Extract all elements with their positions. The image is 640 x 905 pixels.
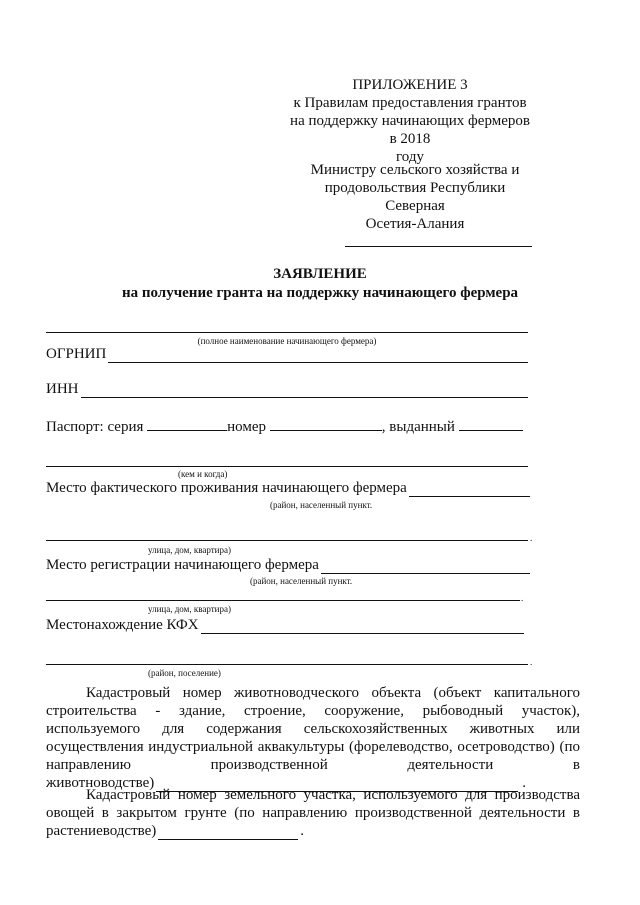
document-title: ЗАЯВЛЕНИЕ [273, 266, 367, 282]
livestock-cadastral-paragraph [46, 684, 580, 792]
passport-row [46, 416, 536, 436]
kfh-hint: (район, поселение) [148, 668, 221, 678]
residence-label: Место фактического проживания начинающего фермера [46, 480, 407, 496]
residence-row [46, 479, 530, 497]
livestock-line-4: осуществления индустриальной аквакультуры (форелеводство, осетроводство) (по [46, 739, 580, 755]
passport-issued-label: , выданный [381, 419, 455, 435]
registration-end-dot: . [521, 593, 524, 603]
addressee-line-1: Министру сельского хозяйства и [310, 162, 520, 178]
livestock-line-5: направлению производственной деятельности в [46, 757, 580, 773]
passport-number-label: номер [227, 419, 267, 435]
livestock-end-dot: . [522, 775, 527, 791]
land-line-3 [46, 822, 580, 840]
livestock-line-2: строительства - здание, строение, сооружение, рыбоводный участок), [46, 703, 580, 719]
ogrnip-row [46, 345, 528, 363]
registration-row [46, 556, 530, 574]
appendix-heading [290, 76, 530, 166]
rules-line-1: к Правилам предоставления грантов [293, 95, 527, 111]
inn-label: ИНН [46, 381, 79, 397]
registration-hint-2: улица, дом, квартира) [148, 604, 231, 614]
land-cadastral-paragraph [46, 786, 580, 840]
appendix-number: ПРИЛОЖЕНИЕ 3 [352, 77, 468, 93]
addressee-line-3: Осетия-Алания [365, 216, 465, 232]
land-line-1: Кадастровый номер земельного участка, используемого для производства [86, 787, 580, 803]
full-name-field[interactable] [46, 332, 528, 333]
kfh-field[interactable] [201, 619, 524, 634]
addressee-signature-line [345, 246, 532, 247]
full-name-hint: (полное наименование начинающего фермера) [197, 336, 377, 346]
ogrnip-field[interactable] [108, 348, 528, 363]
passport-number-field[interactable] [270, 416, 382, 431]
addressee-line-2: продовольствия Республики Северная [324, 180, 506, 214]
ogrnip-label: ОГРНИП [46, 346, 107, 362]
kfh-label: Местонахождение КФХ [46, 617, 199, 633]
kfh-row [46, 616, 524, 634]
registration-field[interactable] [321, 559, 530, 574]
livestock-line-6-text: животноводстве) [46, 775, 155, 791]
livestock-line-1: Кадастровый номер животноводческого объекта (объект капитального [86, 685, 580, 701]
residence-hint-2: улица, дом, квартира) [148, 545, 231, 555]
rules-line-3: году [396, 149, 424, 165]
kfh-end-dot: . [530, 657, 533, 667]
residence-end-dot: . [530, 533, 533, 543]
document-subtitle: на получение гранта на поддержку начинающего фермера [121, 285, 519, 301]
kfh-field-2[interactable] [46, 664, 528, 665]
residence-field[interactable] [409, 482, 530, 497]
livestock-line-3: используемого для содержания сельскохозяйственных животных или [46, 721, 580, 737]
land-line-3-text: растениеводстве) [46, 823, 157, 839]
land-end-dot: . [300, 823, 305, 839]
passport-issued-field[interactable] [459, 416, 523, 431]
issued-by-hint: (кем и когда) [178, 469, 228, 479]
residence-hint-1: (район, населенный пункт. [270, 500, 373, 510]
residence-field-2[interactable] [46, 540, 528, 541]
registration-field-2[interactable] [46, 600, 520, 601]
registration-hint-1: (район, населенный пункт. [250, 576, 353, 586]
issued-by-field[interactable] [46, 466, 528, 467]
inn-field[interactable] [81, 383, 529, 398]
registration-label: Место регистрации начинающего фермера [46, 557, 319, 573]
passport-series-label: Паспорт: серия [46, 419, 144, 435]
land-cadastral-field[interactable] [158, 825, 298, 840]
addressee-block [300, 161, 530, 233]
passport-series-field[interactable] [147, 416, 227, 431]
inn-row [46, 380, 528, 398]
land-line-2: овощей в закрытом грунте (по направлению производственной деятельности в [46, 805, 580, 821]
rules-line-2: на поддержку начинающих фермеров в 2018 [290, 113, 530, 147]
